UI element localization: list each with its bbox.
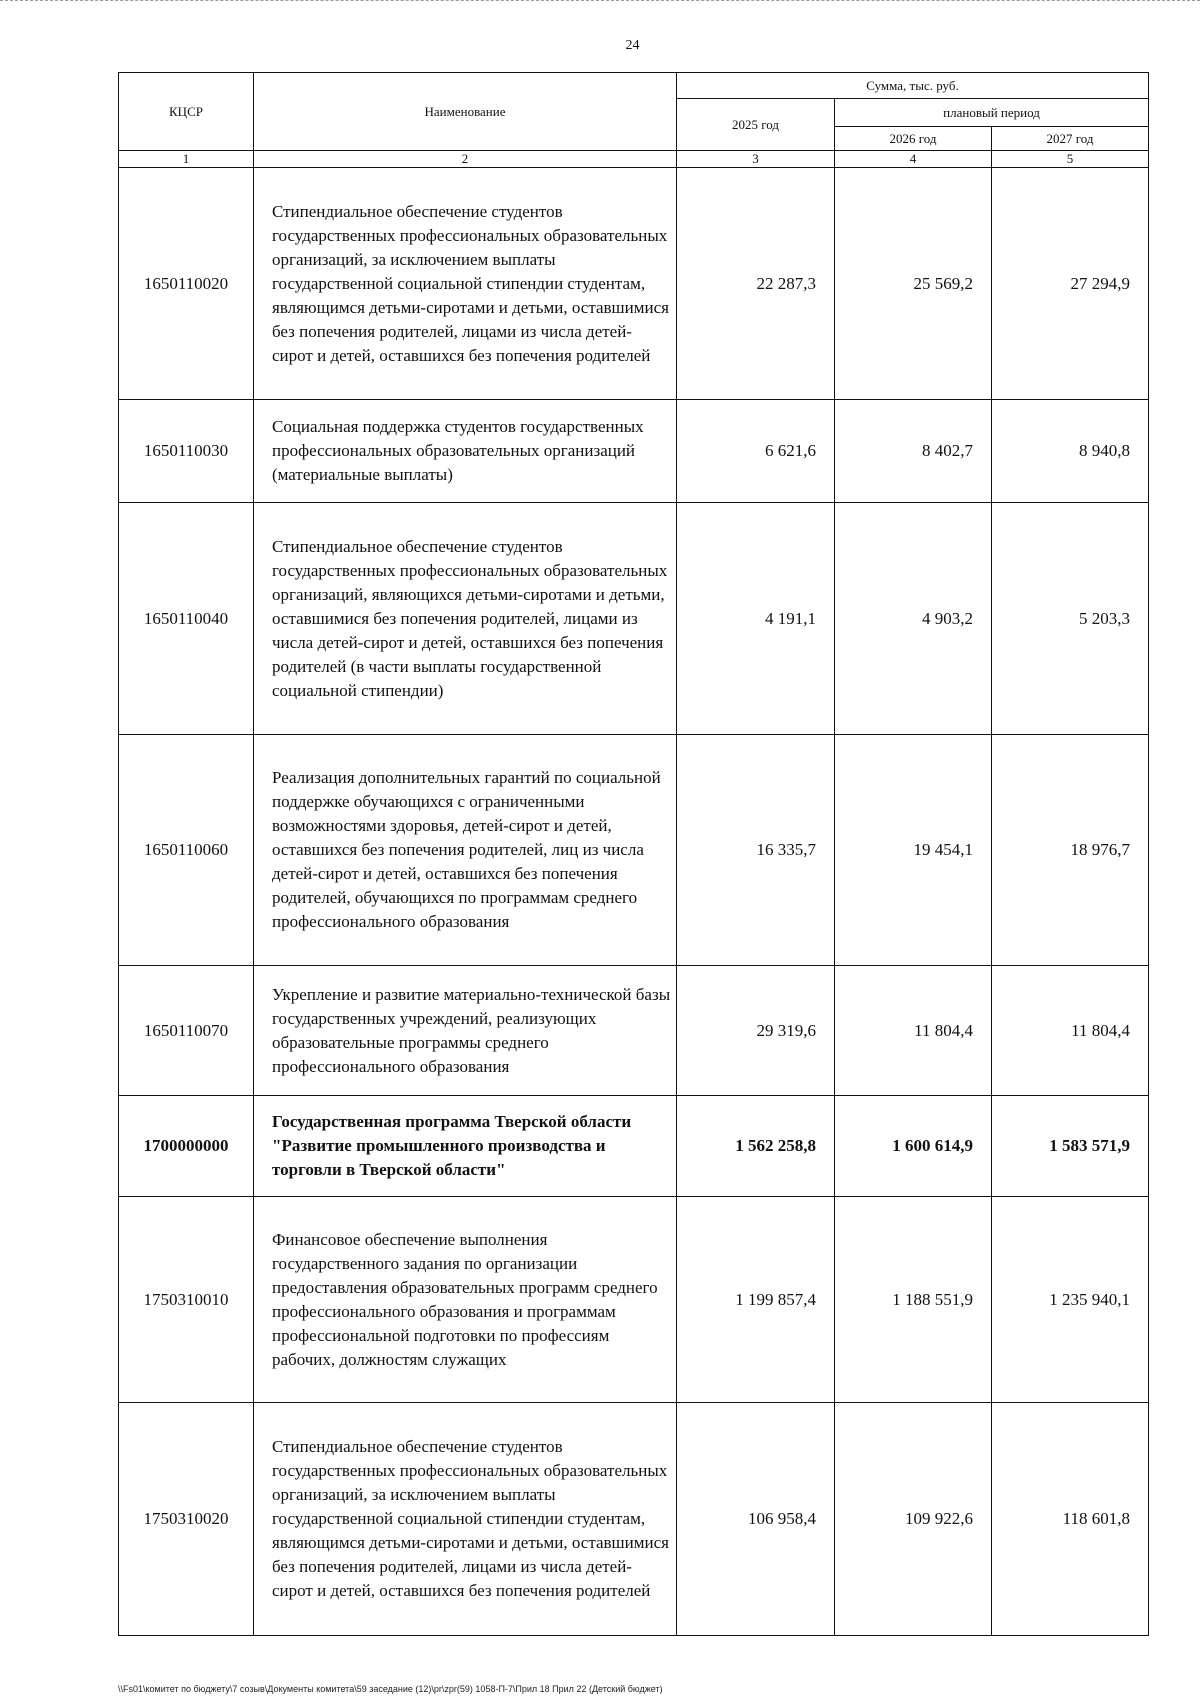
row-amount-2026: 25 569,2 [835, 168, 992, 400]
page-number: 24 [625, 38, 640, 53]
header-year-2027: 2027 год [992, 127, 1149, 151]
row-name: Стипендиальное обеспечение студентов государственных профессиональных образовательных организаций, за исключением выплаты государственной социальной стипендии студентам, являющимся детьми-сиротами и детьми, оставшимися без попечения родителей, лицами из числа детей-сирот и детей, оставшихся без попечения родителей [254, 1403, 677, 1636]
row-amount-2025: 1 199 857,4 [677, 1197, 835, 1403]
column-number: 5 [992, 151, 1149, 168]
header-year-2026: 2026 год [835, 127, 992, 151]
header-year-2025: 2025 год [677, 99, 835, 151]
row-amount-2025: 22 287,3 [677, 168, 835, 400]
row-amount-2025: 16 335,7 [677, 735, 835, 966]
column-number: 3 [677, 151, 835, 168]
row-name: Государственная программа Тверской области "Развитие промышленного производства и торговли в Тверской области" [254, 1096, 677, 1197]
row-code: 1650110070 [119, 966, 254, 1096]
row-amount-2026: 4 903,2 [835, 503, 992, 735]
table-row [119, 966, 1149, 1096]
row-amount-2026: 1 600 614,9 [835, 1096, 992, 1197]
table-row-program-total [119, 1096, 1149, 1197]
row-amount-2026: 1 188 551,9 [835, 1197, 992, 1403]
table-row [119, 168, 1149, 400]
header-planning-period: плановый период [835, 99, 1149, 127]
row-code: 1650110060 [119, 735, 254, 966]
row-amount-2025: 106 958,4 [677, 1403, 835, 1636]
row-name: Социальная поддержка студентов государственных профессиональных образовательных организаций (материальные выплаты) [254, 400, 677, 503]
row-name: Стипендиальное обеспечение студентов государственных профессиональных образовательных организаций, за исключением выплаты государственной социальной стипендии студентам, являющимся детьми-сиротами и детьми, оставшимися без попечения родителей, лицами из числа детей-сирот и детей, оставшихся без попечения родителей [254, 168, 677, 400]
row-amount-2027: 8 940,8 [992, 400, 1149, 503]
row-amount-2026: 11 804,4 [835, 966, 992, 1096]
row-code: 1750310010 [119, 1197, 254, 1403]
row-name: Стипендиальное обеспечение студентов государственных профессиональных образовательных организаций, являющихся детьми-сиротами и детьми, оставшимися без попечения родителей, лицами из числа детей-сирот и детей, оставшихся без попечения родителей (в части выплаты государственной социальной стипендии) [254, 503, 677, 735]
row-name: Укрепление и развитие материально-технической базы государственных учреждений, реализующих образовательные программы среднего профессионального образования [254, 966, 677, 1096]
row-amount-2025: 1 562 258,8 [677, 1096, 835, 1197]
table-header [119, 73, 1149, 168]
row-amount-2025: 29 319,6 [677, 966, 835, 1096]
row-code: 1650110030 [119, 400, 254, 503]
header-code: КЦСР [119, 73, 254, 151]
row-code: 1650110020 [119, 168, 254, 400]
table-row [119, 503, 1149, 735]
row-amount-2027: 1 235 940,1 [992, 1197, 1149, 1403]
header-name: Наименование [254, 73, 677, 151]
column-number-row [119, 151, 1149, 168]
row-amount-2027: 27 294,9 [992, 168, 1149, 400]
budget-table [118, 72, 1149, 1636]
column-number: 1 [119, 151, 254, 168]
table-row [119, 735, 1149, 966]
table-row [119, 400, 1149, 503]
row-code: 1750310020 [119, 1403, 254, 1636]
column-number: 4 [835, 151, 992, 168]
row-amount-2027: 11 804,4 [992, 966, 1149, 1096]
row-name: Финансовое обеспечение выполнения государственного задания по организации предоставления образовательных программ среднего профессионального образования и программам профессиональной подготовки по профессиям рабочих, должностям служащих [254, 1197, 677, 1403]
row-name: Реализация дополнительных гарантий по социальной поддержке обучающихся с ограниченными возможностями здоровья, детей-сирот и детей, оставшихся без попечения родителей, лиц из числа детей-сирот и детей, оставшихся без попечения родителей, обучающихся по программам среднего профессионального образования [254, 735, 677, 966]
row-amount-2027: 5 203,3 [992, 503, 1149, 735]
table-row [119, 1403, 1149, 1636]
row-amount-2027: 1 583 571,9 [992, 1096, 1149, 1197]
table-row [119, 1197, 1149, 1403]
row-amount-2025: 6 621,6 [677, 400, 835, 503]
row-amount-2027: 118 601,8 [992, 1403, 1149, 1636]
row-code: 1700000000 [119, 1096, 254, 1197]
row-amount-2026: 109 922,6 [835, 1403, 992, 1636]
footer-file-path: \\Fs01\комитет по бюджету\7 созыв\Документы комитета\59 заседание (12)\pr\zpr(59) 1058-П-7\Прил 18 Прил 22 (Детский бюджет) [118, 1684, 663, 1694]
row-amount-2025: 4 191,1 [677, 503, 835, 735]
row-code: 1650110040 [119, 503, 254, 735]
row-amount-2027: 18 976,7 [992, 735, 1149, 966]
column-number: 2 [254, 151, 677, 168]
row-amount-2026: 8 402,7 [835, 400, 992, 503]
top-border-line [0, 0, 1200, 3]
row-amount-2026: 19 454,1 [835, 735, 992, 966]
header-sum: Сумма, тыс. руб. [677, 73, 1149, 99]
table-body [119, 168, 1149, 1636]
